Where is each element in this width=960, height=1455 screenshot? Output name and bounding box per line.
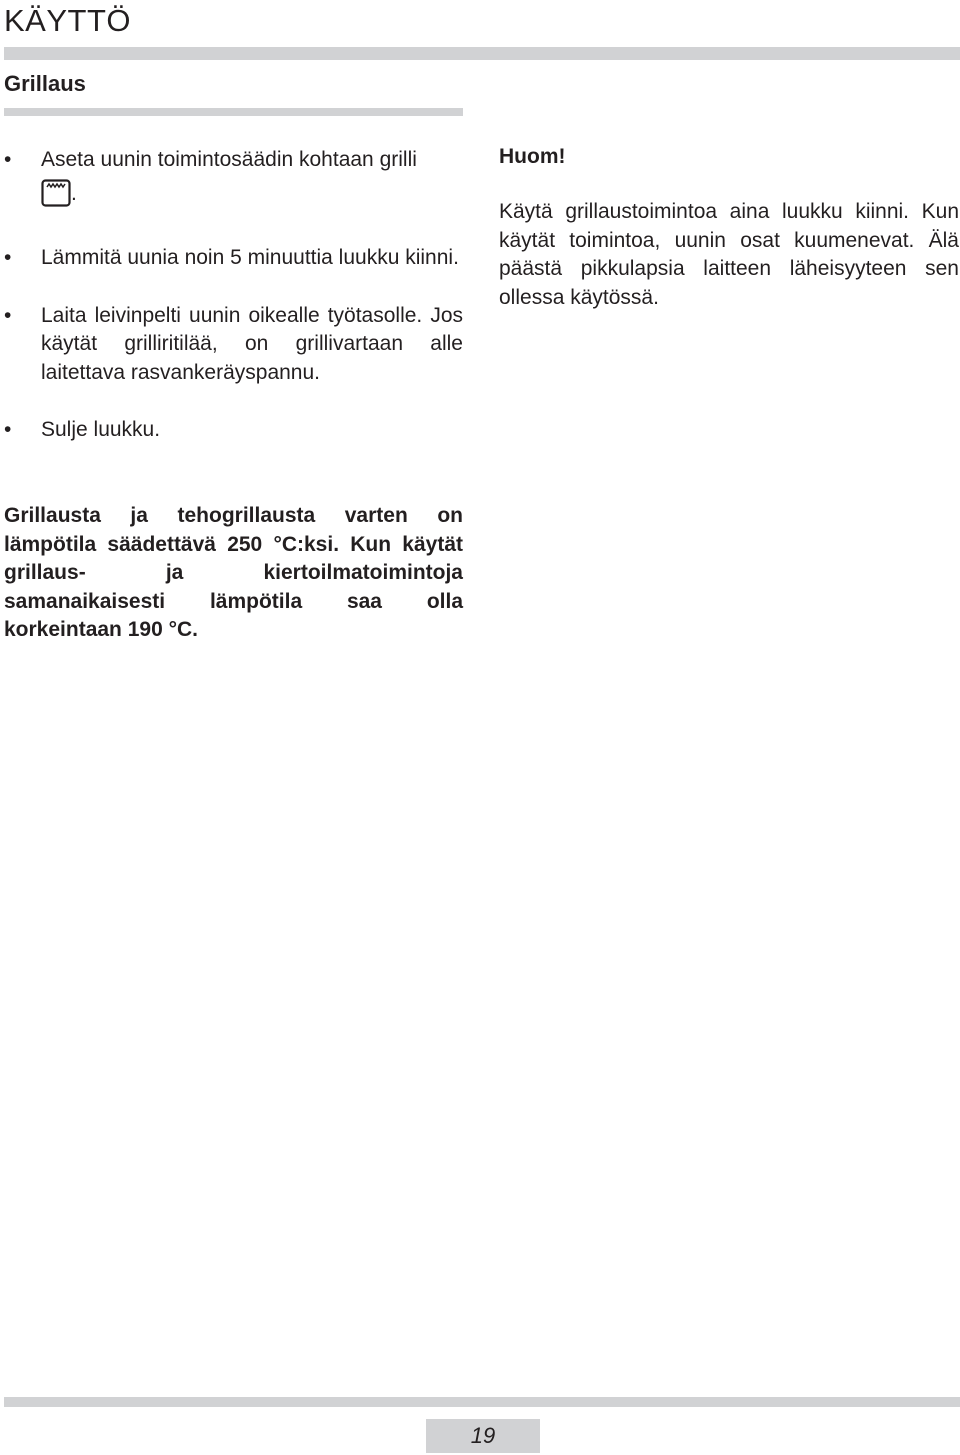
instruction-item	[4, 244, 463, 273]
section-title: Grillaus	[4, 71, 86, 96]
header-divider	[4, 47, 960, 60]
note-text: Käytä grillaustoimintoa aina luukku kiinni. Kun käytät toimintoa, uunin osat kuumenevat. Älä päästä pikkulapsia laitteen läheisyyteen sen ollessa käytössä.	[499, 200, 959, 309]
section-divider	[4, 108, 463, 116]
bullet-icon: •	[4, 148, 12, 171]
instruction-item	[4, 416, 463, 445]
bullet-icon: •	[4, 246, 12, 269]
instruction-list	[4, 146, 463, 445]
note-title: Huom!	[499, 145, 566, 168]
page-title: KÄYTTÖ	[4, 3, 132, 38]
instruction-text: Sulje luukku.	[41, 418, 161, 441]
instructions-column	[4, 146, 463, 445]
page-number: 19	[426, 1419, 540, 1453]
instruction-text: Laita leivinpelti uunin oikealle työtasolle. Jos käytät grilliritilää, on grillivartaan alle laitettava rasvankeräyspannu.	[41, 303, 463, 384]
instruction-text: Aseta uunin toimintosäädin kohtaan grilli	[41, 148, 417, 171]
bullet-icon: •	[4, 418, 12, 441]
footer-divider	[4, 1397, 960, 1407]
note-box	[499, 143, 959, 312]
grill-icon	[41, 179, 71, 216]
instruction-text-end: .	[71, 181, 77, 205]
instruction-text: Lämmitä uunia noin 5 minuuttia luukku kiinni.	[41, 246, 459, 269]
instruction-item	[4, 146, 463, 215]
bullet-icon: •	[4, 303, 12, 327]
temperature-note: Grillausta ja tehogrillausta varten on lämpötila säädettävä 250 °C:ksi. Kun käytät grillaus- ja kiertoilmatoimintoja samanaikaisesti lämpötila saa olla korkeintaan 190 °C.	[4, 504, 463, 641]
instruction-item	[4, 302, 463, 388]
